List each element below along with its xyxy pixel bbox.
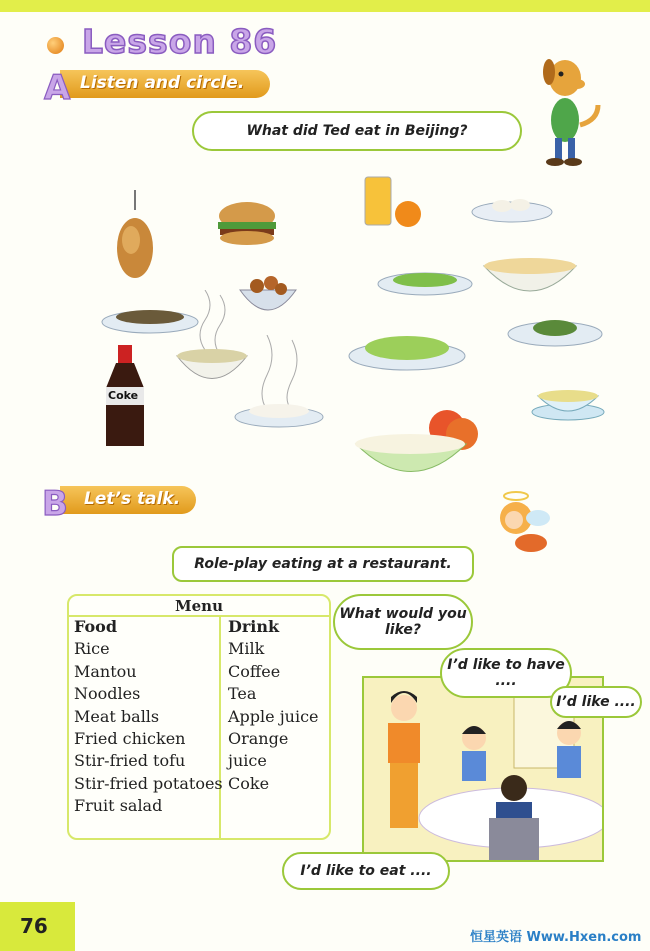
instruction-text: Role-play eating at a restaurant. bbox=[194, 555, 452, 572]
dog-character bbox=[525, 50, 605, 170]
top-color-bar bbox=[0, 0, 650, 12]
stir-fry-plate-icon bbox=[375, 260, 475, 300]
waitress-bubble bbox=[333, 594, 473, 650]
menu-item: Coffee bbox=[228, 661, 281, 681]
boy3-text: I’d like to eat .... bbox=[300, 862, 432, 879]
food-header: Food bbox=[74, 617, 118, 636]
boy1-text: I’d like to have .... bbox=[447, 656, 565, 689]
menu-food-column bbox=[74, 616, 223, 818]
orange-juice-icon bbox=[360, 172, 425, 232]
boy2-text: I’d like .... bbox=[556, 693, 636, 710]
menu-item: Coke bbox=[228, 773, 270, 793]
boy3-bubble bbox=[282, 852, 450, 890]
boy1-bubble bbox=[440, 648, 572, 698]
menu-item: Tea bbox=[228, 684, 257, 704]
angel-character bbox=[486, 488, 566, 563]
menu-drink-column bbox=[228, 616, 329, 795]
menu-item: Fruit salad bbox=[74, 796, 163, 816]
question-text: What did Ted eat in Beijing? bbox=[246, 122, 468, 139]
vegetable-plate-icon bbox=[345, 320, 470, 375]
page-number: 76 bbox=[20, 914, 48, 938]
menu-item: Orange juice bbox=[228, 729, 289, 771]
waitress-text: What would you like? bbox=[339, 605, 467, 638]
roast-duck-icon bbox=[105, 190, 165, 290]
watermark: 恒星英语 Www.Hxen.com bbox=[470, 930, 642, 945]
soup-tureen-icon bbox=[528, 378, 608, 423]
menu-item: Milk bbox=[228, 639, 265, 659]
hamburger-icon bbox=[210, 200, 285, 250]
menu-item: Mantou bbox=[74, 661, 137, 681]
greens-plate-icon bbox=[505, 312, 605, 352]
section-b-letter: B bbox=[42, 484, 68, 524]
menu-item: Stir-fried tofu bbox=[74, 751, 186, 771]
section-a-letter: A bbox=[44, 68, 71, 108]
menu-item: Apple juice bbox=[228, 706, 319, 726]
section-a-label: Listen and circle. bbox=[80, 73, 245, 93]
section-b-label: Let’s talk. bbox=[84, 489, 181, 509]
menu-card bbox=[67, 594, 331, 840]
coke-label: Coke bbox=[108, 389, 139, 402]
dumplings-plate-icon bbox=[470, 190, 555, 225]
lesson-bullet bbox=[47, 37, 64, 54]
steamed-dumplings-icon bbox=[232, 335, 327, 430]
instruction-box bbox=[172, 546, 474, 582]
noodle-soup-bowl-icon bbox=[480, 252, 580, 302]
menu-item: Rice bbox=[74, 639, 110, 659]
drink-header: Drink bbox=[228, 617, 280, 636]
boy2-bubble bbox=[550, 686, 642, 718]
menu-title: Menu bbox=[175, 597, 223, 615]
lesson-title: Lesson 86 bbox=[82, 22, 278, 61]
fruit-salad-bowl-icon bbox=[352, 408, 492, 483]
menu-item: Noodles bbox=[74, 684, 141, 704]
question-bubble bbox=[192, 111, 522, 151]
menu-item: Stir-fried potatoes bbox=[74, 773, 223, 793]
menu-item: Meat balls bbox=[74, 706, 160, 726]
menu-item: Fried chicken bbox=[74, 729, 186, 749]
